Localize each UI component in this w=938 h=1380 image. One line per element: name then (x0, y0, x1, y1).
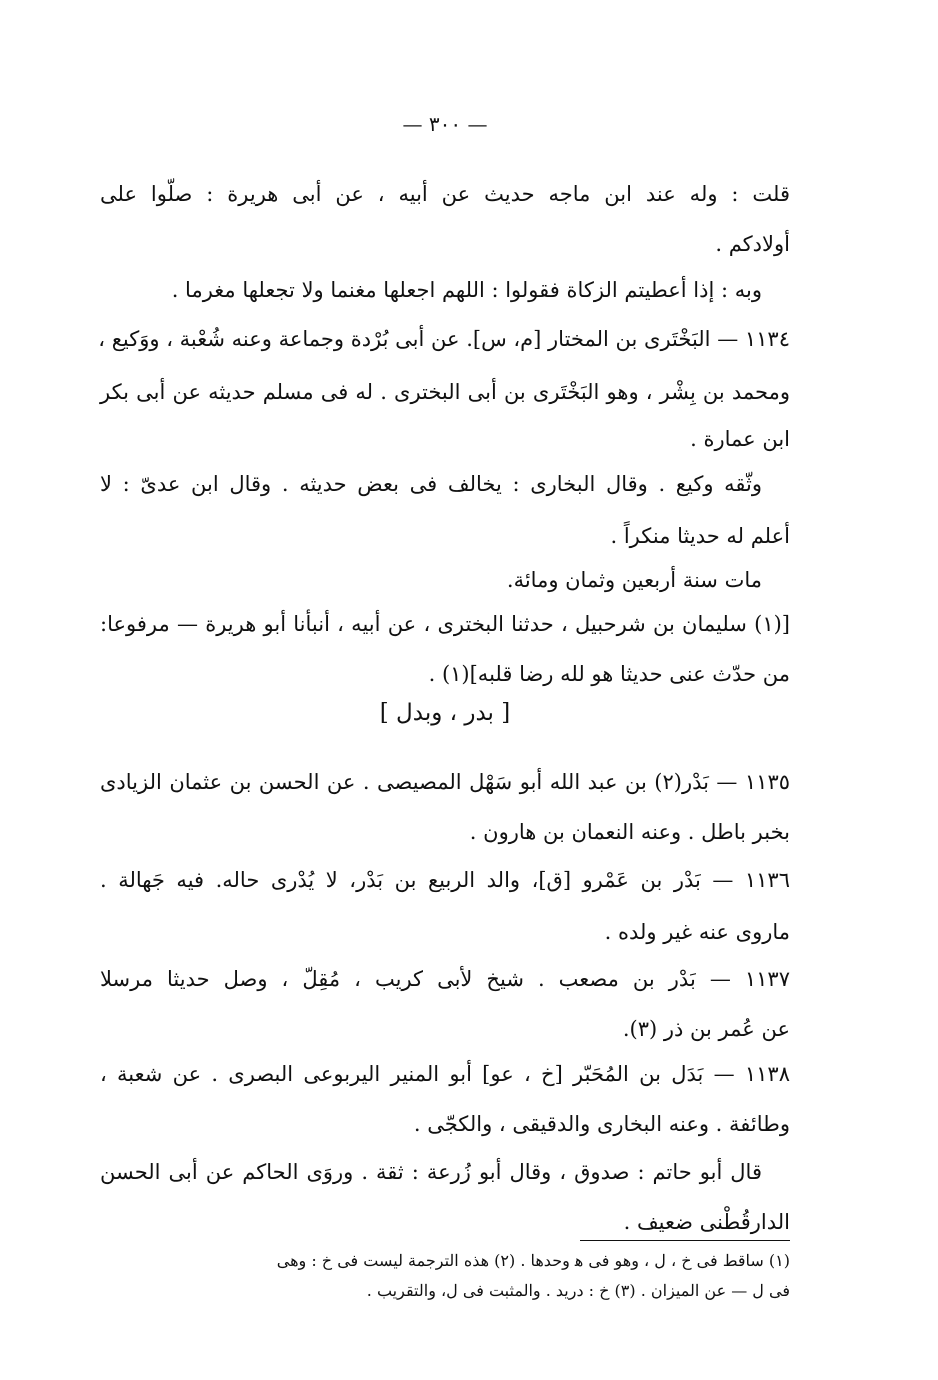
text-line: ماروى عنه غير ولده . (604, 920, 790, 944)
text-line: مات سنة أربعين وثمان ومائة. (506, 568, 762, 592)
section-heading: [ بدر ، وبدل ] (379, 700, 511, 726)
text-line: وثّقه وكيع . وقال البخارى : يخالف فى بعض حديثه . وقال ابن عدىّ : لا (100, 472, 762, 496)
footnote-line: فى ل — عن الميزان . (٣) خ : دريد . والمثبت فى ل، والتقريب . (366, 1281, 790, 1300)
text-line: أعلم له حديثا منكراً . (610, 524, 790, 548)
text-line: بخبر باطل . وعنه النعمان بن هارون . (469, 820, 790, 844)
text-line: وطائفة . وعنه البخارى والدقيقى ، والكجّى . (413, 1112, 790, 1136)
entry-1138: ١١٣٨ — بَدَل بن المُحَبّر [خ ، عو] أبو المنير اليربوعى البصرى . عن شعبة ، (100, 1062, 790, 1086)
text-line: ابن عمارة . (690, 427, 790, 451)
text-line: ومحمد بن بِشْر ، وهو البَخْتَرى بن أبى البخترى . له فى مسلم حديثه عن أبى بكر (100, 380, 790, 404)
document-page (100, 0, 790, 1380)
text-line: الدارقُطْنى ضعيف . (623, 1210, 790, 1234)
text-line: [(١) سليمان بن شرحبيل ، حدثنا البخترى ، عن أبيه ، أنبأنا أبو هريرة — مرفوعا: (100, 612, 790, 636)
entry-1136: ١١٣٦ — بَدْر بن عَمْرو [ق]، والد الربيع بن بَدْر، لا يُدْرى حاله. فيه جَهالة . (100, 868, 790, 892)
text-line: عن عُمر بن ذر (٣). (622, 1017, 790, 1041)
text-line: وبه : إذا أعطيتم الزكاة فقولوا : اللهم اجعلها مغنما ولا تجعلها مغرما . (171, 278, 762, 302)
text-line: أولادكم . (715, 232, 790, 256)
entry-1134: ١١٣٤ — البَخْتَرى بن المختار [م، س]. عن أبى بُرْدة وجماعة وعنه شُعْبة ، ووَكيع ، (98, 327, 790, 351)
page-number: — ٣٠٠ — (402, 112, 488, 136)
text-line: قلت : وله عند ابن ماجه حديث عن أبيه ، عن أبى هريرة : صلّوا على (100, 182, 790, 206)
entry-1137: ١١٣٧ — بَدْر بن مصعب . شيخ لأبى كريب ، مُقِلّ ، وصل حديثا مرسلا (100, 967, 790, 991)
text-line: قال أبو حاتم : صدوق ، وقال أبو زُرعة : ثقة . وروَى الحاكم عن أبى الحسن (100, 1160, 762, 1184)
footnote-rule (580, 1240, 790, 1241)
footnote-line: (١) ساقط فى خ ، ل ، وهو فى ﻫ وحدها . (٢) هذه الترجمة ليست فى خ : وهى (276, 1251, 790, 1270)
entry-1135: ١١٣٥ — بَدْر(٢) بن عبد الله أبو سَهْل المصيصى . عن الحسن بن عثمان الزيادى (100, 770, 791, 794)
text-line: من حدّث عنى حديثا هو لله رضا قلبه](١) . (428, 662, 790, 686)
